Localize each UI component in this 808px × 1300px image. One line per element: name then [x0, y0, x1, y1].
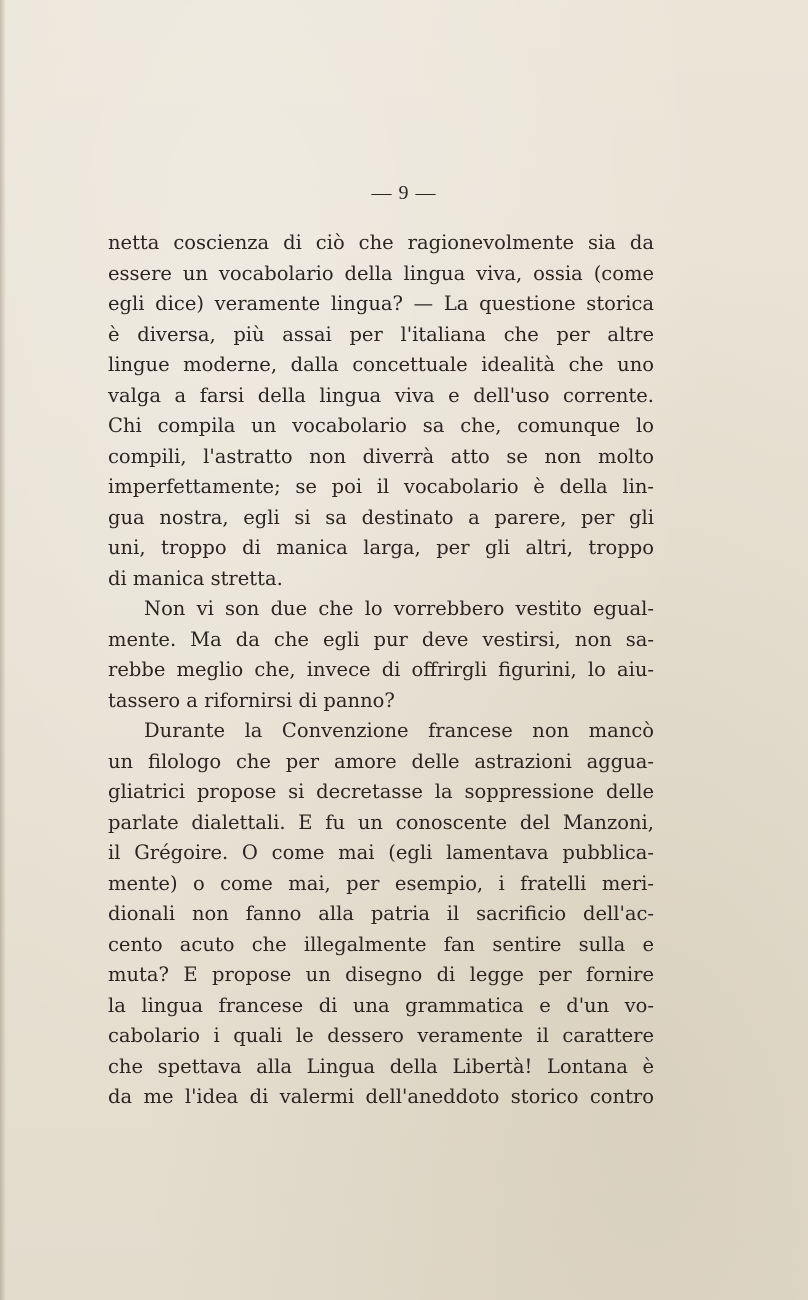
text-line: mente) o come mai, per esempio, i fratelli meri- [108, 871, 654, 895]
text-line: la lingua francese di una grammatica e d'un vo- [108, 993, 654, 1017]
text-line: è diversa, più assai per l'italiana che per altre [108, 322, 654, 346]
text-line: essere un vocabolario della lingua viva, ossia (come [108, 261, 654, 285]
text-line: rebbe meglio che, invece di offrirgli figurini, lo aiu- [108, 658, 654, 681]
text-line: Non vi son due che lo vorrebbero vestito egual- [144, 597, 654, 620]
text-line: un filologo che per amore delle astrazioni aggua- [108, 749, 654, 773]
text-line: Chi compila un vocabolario sa che, comunque lo [108, 414, 654, 437]
text-line: cento acuto che illegalmente fan sentire sulla e [108, 932, 654, 956]
page-number: — 9 — [371, 182, 437, 204]
text-line: gliatrici propose si decretasse la soppressione delle [108, 780, 654, 803]
text-line: mente. Ma da che egli pur deve vestirsi, non sa- [108, 627, 654, 651]
text-line: il Grégoire. O come mai (egli lamentava pubblica- [108, 841, 654, 864]
text-line: da me l'idea di valermi dell'aneddoto storico contro [108, 1085, 654, 1108]
text-line: compili, l'astratto non diverrà atto se non molto [108, 444, 654, 468]
text-line: dionali non fanno alla patria il sacrificio dell'ac- [108, 902, 654, 925]
body-text [108, 228, 654, 1113]
text-line: netta coscienza di ciò che ragionevolmente sia da [108, 231, 654, 254]
text-line: di manica stretta. [108, 566, 283, 590]
text-line: uni, troppo di manica larga, per gli altri, troppo [108, 536, 654, 559]
text-line: parlate dialettali. E fu un conoscente del Manzoni, [108, 810, 654, 834]
text-line: imperfettamente; se poi il vocabolario è della lin- [108, 475, 654, 498]
text-line: gua nostra, egli si sa destinato a parere, per gli [108, 505, 654, 529]
text-line: muta? E propose un disegno di legge per fornire [108, 963, 654, 986]
text-line: Durante la Convenzione francese non mancò [144, 719, 654, 742]
text-line: valga a farsi della lingua viva e dell'uso corrente. [108, 383, 654, 407]
text-line: cabolario i quali le dessero veramente il carattere [108, 1024, 654, 1047]
text-line: lingue moderne, dalla concettuale idealità che uno [108, 353, 654, 376]
text-line: che spettava alla Lingua della Libertà! Lontana è [108, 1054, 654, 1078]
text-line: egli dice) veramente lingua? — La questione storica [108, 292, 654, 315]
text-line: tassero a rifornirsi di panno? [108, 688, 395, 712]
